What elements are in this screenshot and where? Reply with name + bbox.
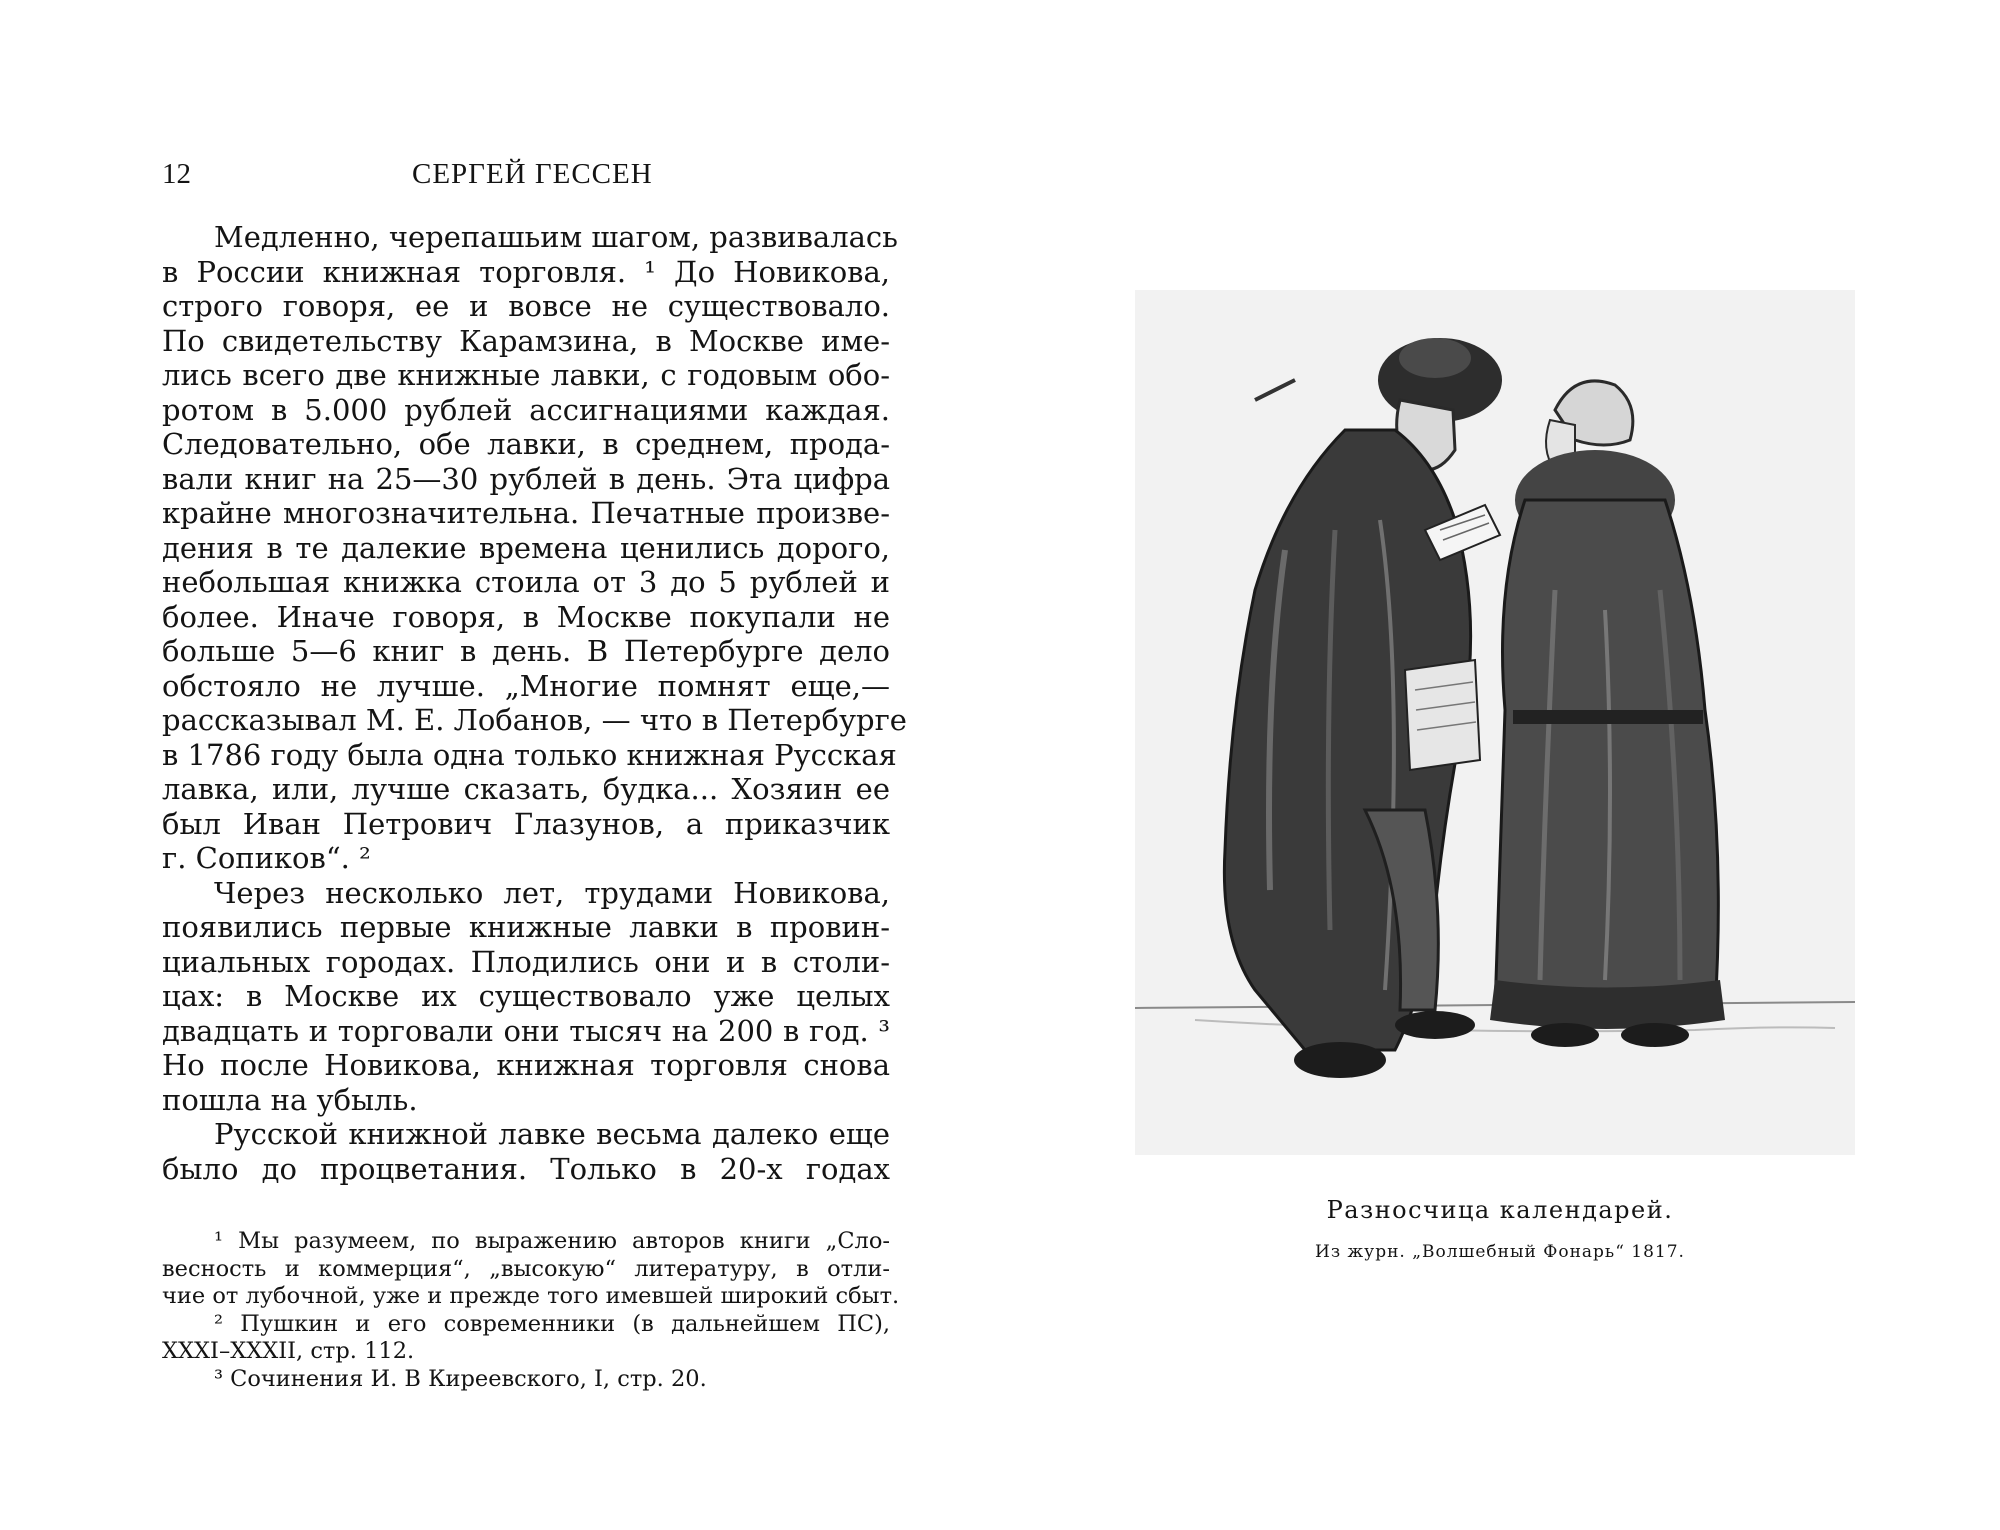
body-text [162,220,907,1186]
footnote-line: ³ Сочинения И. В Киреевского, I, стр. 20. [214,1365,707,1392]
text-line: был Иван Петрович Глазунов, а приказчик [162,806,890,841]
footnote-line: чие от лубочной, уже и прежде того имевшей широкий сбыт. [162,1283,900,1309]
text-line: более. Иначе говоря, в Москве покупали не [162,599,890,634]
right-page [1000,0,2000,1530]
text-line: По свидетельству Карамзина, в Москве име- [162,323,890,358]
text-line: цах: в Москве их существовало уже целых [162,979,890,1013]
text-line: небольшая книжка стоила от 3 до 5 рублей и [162,565,890,599]
text-line: Медленно, черепашьим шагом, развивалась [214,220,898,254]
text-line: вали книг на 25—30 рублей в день. Эта цифра [162,461,890,496]
text-line: было до процветания. Только в 20-х годах [162,1151,890,1186]
text-line: двадцать и торговали они тысяч на 200 в год. ³ [162,1013,890,1048]
page-number: 12 [162,158,191,190]
illustration [1135,290,1855,1155]
footnote-line: ¹ Мы разумеем, по выражению авторов книги „Сло- [214,1228,890,1254]
text-line: лись всего две книжные лавки, с годовым обо- [162,358,890,392]
text-line: дения в те далекие времена ценились дорого, [162,530,890,565]
text-line: появились первые книжные лавки в провин- [162,910,890,944]
caption-title: Разносчица календарей. [1326,1196,1674,1224]
text-line: г. Сопиков“. ² [162,841,371,875]
text-line: Следовательно, обе лавки, в среднем, прода- [162,427,890,461]
text-line: пошла на убыль. [162,1082,418,1117]
text-line: циальных городах. Плодились они и в столи- [162,944,890,979]
text-line: лавка, или, лучше сказать, будка... Хозяин ее [162,772,890,806]
woman-figure [1490,381,1725,1047]
text-line: обстояло не лучше. „Многие помнят еще,— [162,668,890,703]
footnote-line: весность и коммерция“, „высокую“ литературу, в отли- [162,1255,890,1282]
text-line: Но после Новикова, книжная торговля снова [162,1048,890,1082]
text-line: Русской книжной лавке весьма далеко еще [214,1117,890,1151]
text-line: больше 5—6 книг в день. В Петербурге дело [162,634,890,668]
text-line: Через несколько лет, трудами Новикова, [214,875,890,910]
footnote-line: ² Пушкин и его современники (в дальнейшем ПС), [214,1310,890,1337]
text-line: крайне многозначительна. Печатные произве- [162,496,890,530]
text-line: строго говоря, ее и вовсе не существовало. [162,289,890,323]
text-line: в России книжная торговля. ¹ До Новикова, [162,254,890,289]
text-line: рассказывал М. Е. Лобанов, — что в Петербурге [162,703,907,737]
text-line: ротом в 5.000 рублей ассигнациями каждая. [162,392,890,427]
running-head [162,158,892,198]
caption-source: Из журн. „Волшебный Фонарь“ 1817. [1315,1242,1685,1262]
footnotes [162,1228,900,1393]
running-title: СЕРГЕЙ ГЕССЕН [412,158,653,190]
man-figure [1224,338,1502,1078]
text-line: в 1786 году была одна только книжная Русская [162,737,897,772]
footnote-line: XXXI–XXXII, стр. 112. [162,1338,415,1364]
illustration-drawing [1135,290,1855,1155]
